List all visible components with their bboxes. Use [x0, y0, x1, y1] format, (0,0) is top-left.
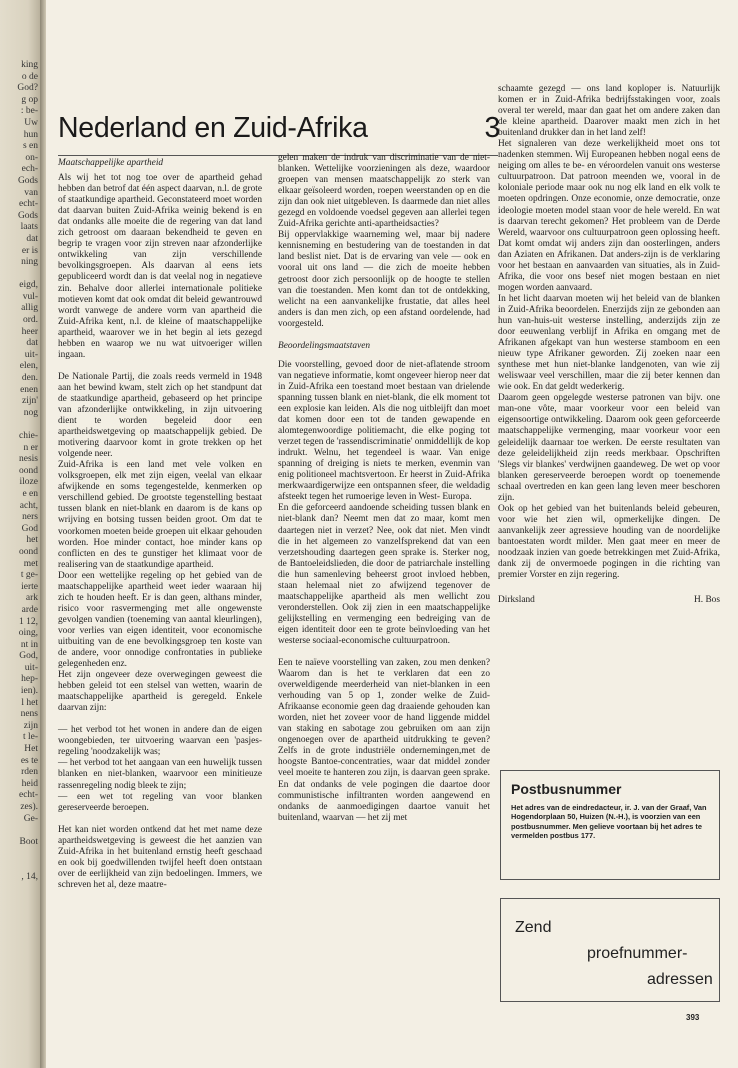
previous-page-line: ech- [21, 164, 38, 175]
paragraph: Als wij het tot nog toe over de apartheid gehad hebben dan betrof dat één aspect daarvan, n.l. de grote of staatkundige apartheid. Geconstateerd moet worden dat daarvan buiten Zuid-Afrika weinig bekend is en dat ondanks alle moeite die de regering van dat land zich getroost om daaraan bekendheid te geven en begrip te vragen voor zijn streven naar afzonderlijke ontwikkeling van zijn verschillende bevolkingsgroepen. Als daarvan al eens iets gepubliceerd wordt dan is dat veelal nog in negatieve zin. Behalve door allerlei internationale politieke motieven komt dat ook omdat dit beleid gewantrouwd wordt vanwege de andere vorm van apartheid die Zuid-Afrika kent, n.l. de kleine of maatschappelijke apartheid, waarover we in het begin al iets gezegd hebben en waarop we nu wat uitvoeriger willen ingaan. [58, 173, 262, 360]
previous-page-line: l het [21, 697, 38, 708]
postbus-notice-box [500, 770, 720, 880]
place: Dirksland [498, 595, 535, 606]
previous-page-line: echt- [19, 790, 38, 801]
paragraph: Het kan niet worden ontkend dat het met name deze apartheidswetgeving is geweest die het aanzien van Zuid-Afrika in het buitenland ernstig heeft geschaad en ook bij goedwillenden twijfel heeft doen ontstaan over de eerlijkheid van zijn bedoelingen. Immers, we schreven het al, deze maatre- [58, 824, 262, 890]
page-number: 393 [686, 1013, 700, 1022]
previous-page-line: met [23, 558, 38, 569]
paragraph: gelen maken de indruk van discriminatie van de niet-blanken. Wettelijke voorzieningen als deze, waardoor groepen van mensen maatschappelijk zo sterk van elkaar geïsoleerd worden, roepen weerstanden op en die zijn dan ook niet uitgebleven. Is daarmede dan niet alles gezegd en voldoende voedsel gegeven aan allerlei tegen Zuid-Afrika gerichte anti-apartheidsacties? [278, 153, 490, 230]
previous-page-line: ien). [20, 686, 38, 697]
previous-page-line: God? [17, 83, 38, 94]
previous-page-line: echt- [19, 199, 38, 210]
previous-page-line: rden [21, 767, 38, 778]
advert-line-1: Zend [515, 919, 552, 936]
previous-page-line: zijn' [22, 396, 38, 407]
previous-page-line: Uw [24, 117, 38, 128]
previous-page-line: van [24, 187, 38, 198]
previous-page-line: dat [26, 338, 38, 349]
article-column-2 [278, 153, 490, 824]
list-item: — het verbod tot het aangaan van een huwelijk tussen blanken en niet-blanken, waarvoor een minitieuze rassenregeling nodig bleek te zijn; [58, 758, 262, 791]
previous-page-line: eigd, [19, 280, 38, 291]
paragraph: schaamte gezegd — ons land koploper is. Natuurlijk komen er in Zuid-Afrika bedrijfsstakingen voor, zoals overal ter wereld, maar dan gaat het om andere zaken dan de kleine apartheid. Daarover maakt men zich in het buitenland drukker dan in het land zelf! [498, 84, 720, 139]
section-heading: Beoordelingsmaatstaven [278, 340, 371, 351]
previous-page-line: s en [22, 141, 38, 152]
previous-page-line: , 14, [21, 871, 38, 882]
notice-text: Het adres van de eindredacteur, ir. J. van der Graaf, Van Hogendorplaan 50, Huizen (N.-H.), is voorzien van een postbusnummer. Men gelieve voortaan bij het adres te vermelden postbus 177. [511, 803, 707, 841]
previous-page-line: enen [20, 384, 38, 395]
previous-page-line [0, 860, 38, 872]
advert-line-2: proefnummer- [587, 945, 688, 962]
previous-page-line: on- [25, 152, 38, 163]
previous-page-line: ners [22, 512, 38, 523]
paragraph: En die geforceerd aandoende scheiding tussen blank en niet-blank dan? Neemt men dat zo maar, komt men daartegen niet in verzet? Nee, ook dat niet. Men vindt die in het algemeen zo vanzelfsprekend dat van een verzetshouding daartegen geen sprake is. Sterker nog, de Bantoeleidslieden, die door de patriarchale instelling die hun samenleving beheerst groot invloed hebben, staan helemaal niet zo afwijzend tegenover de maatschappelijke apartheid als men wellicht zou veronderstellen. Ook zij zien in een maatschappelijke gelijkstelling en vermenging een bedreiging van de eigen identiteit door een te grote beïnvloeding van het westerse sociaal-economische cultuurpatroon. [278, 503, 490, 646]
section-heading: Maatschappelijke apartheid [58, 158, 164, 168]
previous-page-line: zijn [23, 720, 38, 731]
previous-page-line: Boot [19, 836, 38, 847]
previous-page-line: nesis [19, 454, 38, 465]
previous-page-line: uit- [24, 349, 38, 360]
previous-page-line: hep- [21, 674, 38, 685]
previous-page-line: heid [21, 778, 38, 789]
magazine-page [46, 0, 738, 1068]
previous-page-line: er is [21, 245, 38, 256]
previous-page-line: dat [26, 233, 38, 244]
article-title: Nederland en Zuid-Afrika [58, 112, 368, 144]
previous-page-line: chie- [19, 431, 38, 441]
previous-page-line: t le- [22, 732, 38, 743]
previous-page-line: ierte [21, 581, 38, 592]
previous-page-line: Het [24, 744, 38, 755]
previous-page-line: heer [21, 326, 38, 337]
previous-page-line: nog [23, 407, 38, 418]
paragraph: Ook op het gebied van het buitenlands beleid gebeuren, voor wie het zien wil, opmerkelijke dingen. De aanvankelijk zeer agressieve houding van de noordelijke bantoestaten wordt milder. Men gaat meer en meer de noodzaak inzien van goede betrekkingen met Zuid-Afrika, dank zij de onvermoede pogingen in die richting van premier Vorster en zijn regering. [498, 503, 720, 581]
paragraph: De Nationale Partij, die zoals reeds vermeld in 1948 aan het bewind kwam, stelt zich op het standpunt dat de staatkundige apartheid, gebaseerd op het principe van afzonderlijke ontwikkeling, in zijn uitvoering dient te worden begeleid door een apartheidswetgeving op maatschappelijk gebied. De motivering daarvoor komt in grote trekken op het volgende neer. [58, 371, 262, 460]
previous-page-line [0, 848, 38, 860]
previous-page-line: n er [23, 442, 38, 453]
previous-page-line: Gods [17, 210, 38, 221]
paragraph: Het signaleren van deze werkelijkheid moet ons tot nadenken stemmen. Wij Europeanen hebben nogal eens de neiging om alles te be- en véroordelen vanuit ons westerse cultuurpatroon. Dat patroon meenden we, vooral in de koloniale periode maar ook nu nog elk land en elk volk te moeten opdringen. Onze economie, onze democratie, onze ideologie moeten model staan voor de hele wereld. En wat is daarvan terecht gekomen? Het probleem van de Derde Wereld, waarvoor ons cultuurpatroon geen oplossing heeft. Dat komt omdat wij anders zijn dan oosterlingen, anders dan Aziaten en Afrikanen. Dat anders-zijn is de verklaring voor het bestaan en aanvaarden van situaties, als in Zuid-Afrika, die voor ons besef niet mogen bestaan en niet mogen worden aanvaard. [498, 139, 720, 293]
signature-line [498, 595, 720, 606]
previous-page-line: den. [21, 373, 38, 384]
previous-page-line: arde [21, 604, 38, 615]
advert-box [500, 898, 720, 1002]
article-column-1 [58, 158, 262, 891]
previous-page-line: king [21, 60, 38, 70]
paragraph: Daarom geen opgelegde westerse patronen van bijv. one man-one vôte, maar voorkeur voor een beleid van eigensoortige ontwikkeling. Daarom ook geen geforceerde maatschappelijke vermenging, maar voorkeur voor een geleidelijk daarnaar toe werken. De eerste resultaten van deze geleidelijkheid zijn reeds merkbaar. Opschriften 'Slegs vir blankes' verdwijnen gaandeweg. De wet op voor blanken gereserveerde beroepen wordt op toenemende schaal overtreden en kan geen lang leven meer beschoren zijn. [498, 393, 720, 503]
previous-page-line: : be- [20, 106, 38, 117]
previous-page-line: het [26, 535, 38, 546]
notice-title: Postbusnummer [511, 781, 622, 797]
previous-page-line: zes). [20, 802, 38, 812]
previous-page-line: elen, [19, 361, 38, 372]
advert-line-3: adressen [647, 971, 713, 988]
paragraph: In het licht daarvan moeten wij het beleid van de blanken in Zuid-Afrika beoordelen. Enerzijds zijn ze gebonden aan hun van-huis-uit westerse instelling, anderzijds zijn ze door eeuwenlang verblijf in Afrika en omgang met de Afrikanen afgekapt van hun westerse stamboom en een nieuw type Afrikaner geworden. Zij zoeken naar een synthese met hun niet-blanke landgenoten, van wie zij weliswaar veel verschillen, maar die zij beter kennen dan wie ook. En dat geldt wederkerig. [498, 293, 720, 393]
previous-page-line: t ge- [20, 570, 38, 581]
previous-page-line: es te [20, 755, 38, 766]
paragraph: Bij oppervlakkige waarneming wel, maar bij nadere kennisneming en bestudering van de toestanden in dat land beslist niet. Dat is de ervaring van vele — ook en vooral uit ons land — die zich de moeite hebben getroost door zich persoonlijk op de hoogte te stellen van die toestanden. Men komt dan tot de ontdekking, welicht na een aanvankelijke frustatie, dat alles heel anders is dan men zich, op een afstand oordelende, had voorgesteld. [278, 230, 490, 329]
previous-page-line [0, 269, 38, 281]
previous-page-line: iloze [19, 477, 38, 488]
list-item: — het verbod tot het wonen in andere dan de eigen woongebieden, ter uitvoering waarvan een 'pasjes-regeling 'noodzakelijk was; [58, 725, 262, 758]
previous-page-line: ark [25, 593, 38, 604]
article-part-number: 3 [484, 112, 500, 144]
previous-page-line: allig [21, 303, 38, 314]
previous-page-line: God, [19, 651, 38, 662]
previous-page-line: God [21, 523, 38, 534]
previous-page-line: laats [20, 222, 38, 233]
previous-page-text [0, 60, 38, 883]
previous-page-line: acht, [19, 500, 38, 511]
paragraph: Het zijn ongeveer deze overwegingen geweest die hebben geleid tot een stelsel van wetten, waarin de maatschappelijke apartheid is geregeld. Enkele daarvan zijn: [58, 670, 262, 714]
paragraph: Door een wettelijke regeling op het gebied van de maatschappelijke apartheid weet ieder waaraan hij zich te houden heeft. Er is dan geen, althans minder, risico voor rasvermenging met alle ongewenste gevolgen vandien (toeneming van aantal kleurlingen), voor verlies van eigen identiteit, voor economische uitbuiting van de ene bevolkingsgroep ten koste van de andere, voor onnodige confrontaties in publieke gelegenheden enz. [58, 570, 262, 670]
previous-page-line: nens [20, 709, 38, 720]
previous-page-line: Gods [17, 175, 38, 186]
article-heading [58, 112, 500, 145]
previous-page-line: uit- [24, 662, 38, 673]
paragraph: Een te naïeve voorstelling van zaken, zou men denken? Waarom dan is het te verklaren dat een zo overweldigende meerderheid van niet-blanken in een verhouding van 5 op 1, zonder welke de Zuid-Afrikaanse economie geen dag draaiende gehouden kan worden, niet het zoveer voor de hand liggende middel van staking en sabotage zou gebruiken om aan zijn ongenoegen over de apartheid uitdrukking te geven? Zelfs in de grote industriële ondernemingen,met de hoogste Bantoe-concentraties, waar dat middel zonder veel moeite te hanteren zou zijn, is daarvan geen sprake. En dat ondanks de vele pogingen die daartoe door communistische infiltranten worden aangewend en ondanks de aanmoedigingen daartoe vanuit het buitenland, waarvan — het zij met [278, 658, 490, 823]
previous-page-line: ord. [22, 315, 38, 326]
previous-page-line: oing, [18, 628, 38, 639]
previous-page-line [0, 825, 38, 837]
paragraph: Die voorstelling, gevoed door de niet-aflatende stroom van negatieve informatie, komt ongeveer hierop neer dat in Zuid-Afrika een toestand moet bestaan van drielende spanning tussen blank en niet-blank, die elk moment tot een explosie kan leiden. Als die nog uitbleijft dan moet dat komen door een tot de tanden gewapende en alomtegenwoordige politiemacht, die elke poging tot verzet tegen de 'rassendiscriminatie' onmiddellijk de kop indrukt. Welnu, het tegendeel is waar. Van enige spanning of dreiging is niets te merken, evenmin van enig politioneel machtsvertoon. Er heerst in Zuid-Afrika merkwaardigerwijze een ontspannen sfeer, die weldadig afsteekt tegen het rumoerige leven in West- Europa. [278, 359, 490, 503]
previous-page-line: hun [23, 129, 38, 140]
paragraph: Zuid-Afrika is een land met vele volken en volksgroepen, elk met zijn eigen, veelal van elkaar afwijkende en soms tegengestelde, kenmerken op verschillend gebied. De grootste tegenstelling bestaat tussen blank en niet-blank en daarom is de kans op wrijving en botsing tussen beiden groot. Om dat te voorkomen moeten beide groepen uit elkaar gehouden worden. Hoe minder contact, hoe minder kans op conflicten en des te gunstiger het klimaat voor de realisering van de staatkundige apartheid. [58, 460, 262, 570]
previous-page-line: nt in [20, 639, 38, 650]
previous-page-line: e en [22, 488, 38, 499]
previous-page-line: oond [19, 546, 38, 557]
list-item: — een wet tot regeling van voor blanken gereserveerde beroepen. [58, 791, 262, 813]
article-column-3 [498, 84, 720, 606]
previous-page-line: o de [21, 71, 38, 82]
previous-page-binding [0, 0, 40, 1068]
previous-page-line [0, 419, 38, 431]
previous-page-line: Ge- [23, 813, 38, 824]
previous-page-line: vul- [22, 291, 38, 302]
previous-page-line: g op [21, 94, 38, 105]
previous-page-line: oond [19, 465, 38, 476]
author: H. Bos [694, 595, 720, 606]
previous-page-line: 1 12, [19, 616, 38, 627]
previous-page-line: ning [21, 257, 38, 268]
